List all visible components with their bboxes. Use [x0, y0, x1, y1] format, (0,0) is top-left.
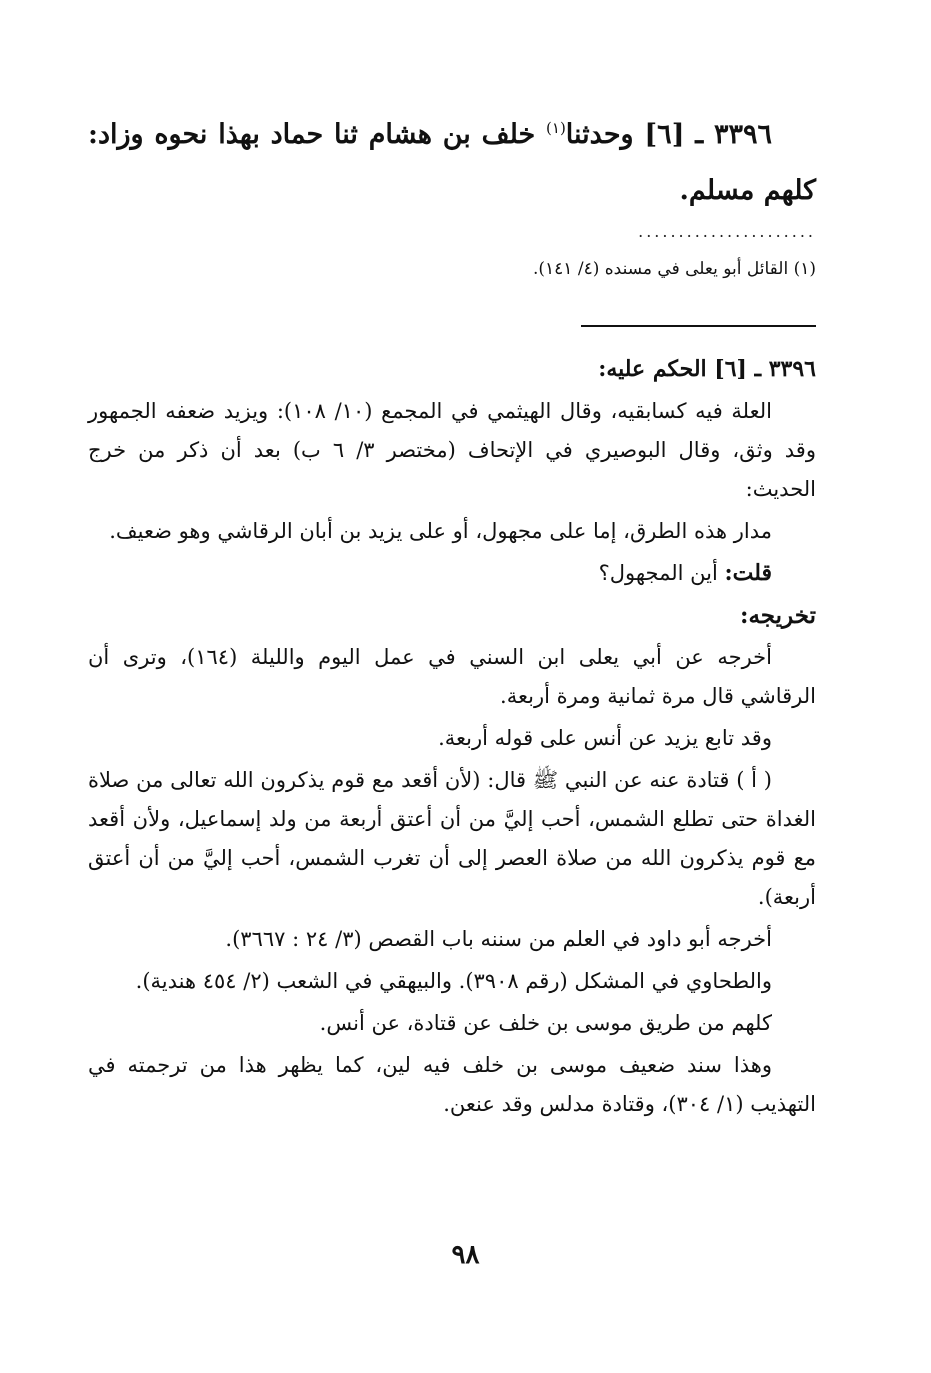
qultu-text: أين المجهول؟	[598, 561, 725, 585]
commentary	[88, 350, 816, 1127]
takhrij-heading: تخريجه:	[739, 602, 816, 629]
qultu-label: قلت:	[724, 560, 772, 586]
commentary-paragraph: وهذا سند ضعيف موسى بن خلف فيه لين، كما يظهر هذا من ترجمته في التهذيب (١/ ٣٠٤)، وقتادة مدلس وقد عنعن.	[88, 1053, 816, 1116]
commentary-paragraph: كلهم من طريق موسى بن خلف عن قتادة، عن أنس.	[319, 1011, 772, 1035]
footnote-text: (١) القائل أبو يعلى في مسنده (٤/ ١٤١).	[533, 259, 816, 279]
hadith-prefix: ٣٣٩٦ ـ [٦] وحدثنا	[565, 119, 772, 150]
hadith-text	[88, 100, 816, 219]
footnote	[88, 254, 816, 284]
commentary-paragraph: العلة فيه كسابقيه، وقال الهيثمي في المجمع (١٠/ ١٠٨): ويزيد ضعفه الجمهور وقد وثق، وقال البوصيري في الإتحاف (مختصر ٣/ ٦ ب) بعد أن ذكر من خرج الحديث:	[88, 399, 816, 501]
commentary-paragraph: أخرجه أبو داود في العلم من سننه باب القصص (٣/ ٢٤ : ٣٦٦٧).	[225, 927, 772, 951]
section-divider	[581, 325, 816, 327]
commentary-paragraph: مدار هذه الطرق، إما على مجهول، أو على يزيد بن أبان الرقاشي وهو ضعيف.	[109, 519, 772, 543]
hadith-body: خلف بن هشام ثنا حماد بهذا نحوه وزاد: كلهم مسلم.	[88, 119, 816, 206]
footnote-separator: ......................	[638, 222, 816, 241]
commentary-paragraph: ( أ ) قتادة عنه عن النبي ﷺ قال: (لأن أقعد مع قوم يذكرون الله تعالى من صلاة الغداة حتى تطلع الشمس، أحب إليَّ من أن أعتق أربعة من ولد إسماعيل، ولأن أقعد مع قوم يذكرون الله من صلاة العصر إلى أن تغرب الشمس، أحب إليَّ من أن أعتق أربعة).	[88, 768, 816, 909]
commentary-paragraph: والطحاوي في المشكل (رقم ٣٩٠٨). والبيهقي في الشعب (٢/ ٤٥٤ هندية).	[135, 969, 772, 993]
commentary-paragraph: أخرجه عن أبي يعلى ابن السني في عمل اليوم والليلة (١٦٤)، وترى أن الرقاشي قال مرة ثمانية ومرة أربعة.	[88, 645, 816, 708]
commentary-paragraph	[88, 554, 816, 593]
footnote-marker: (١)	[546, 119, 566, 137]
commentary-paragraph: وقد تابع يزيد عن أنس على قوله أربعة.	[438, 726, 772, 750]
page-number: ٩٨	[451, 1240, 480, 1270]
ruling-heading: ٣٣٩٦ ـ [٦] الحكم عليه:	[598, 356, 816, 382]
